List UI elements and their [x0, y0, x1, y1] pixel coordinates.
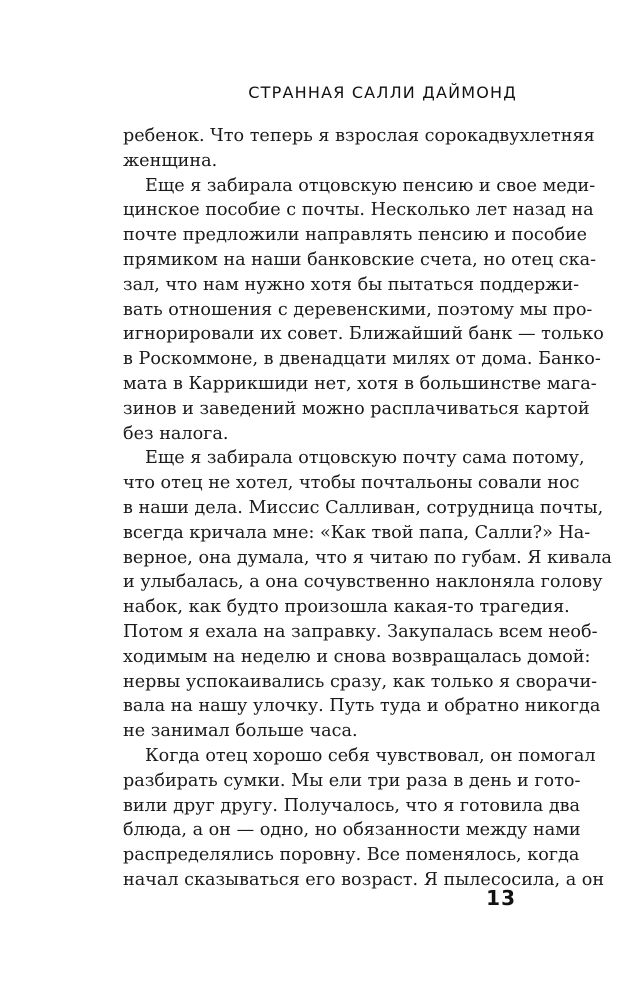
text-line: нервы успокаивались сразу, как только я сворачи-: [123, 671, 598, 692]
text-line: Когда отец хорошо себя чувствовал, он помогал: [145, 745, 596, 766]
text-line: в наши дела. Миссис Салливан, сотрудница почты,: [123, 497, 604, 518]
text-line: ходимым на неделю и снова возвращалась домой:: [123, 646, 591, 667]
text-line: разбирать сумки. Мы ели три раза в день и гото-: [123, 770, 581, 791]
text-line: Еще я забирала отцовскую почту сама потому,: [145, 448, 585, 469]
text-line: зинов и заведений можно расплачиваться картой: [123, 398, 590, 419]
text-line: вала на нашу улочку. Путь туда и обратно никогда: [123, 696, 601, 717]
text-line: зал, что нам нужно хотя бы пытаться поддержи-: [123, 274, 580, 295]
body-text: [123, 124, 612, 893]
running-head: СТРАННАЯ САЛЛИ ДАЙМОНД: [248, 83, 517, 102]
text-line: верное, она думала, что я читаю по губам. Я кивала: [123, 547, 612, 568]
text-line: не занимал больше часа.: [123, 721, 358, 742]
text-line: вать отношения с деревенскими, поэтому мы про-: [123, 299, 593, 320]
text-line: почте предложили направлять пенсию и пособие: [123, 225, 588, 246]
text-line: распределялись поровну. Все поменялось, когда: [123, 845, 580, 866]
text-line: игнорировали их совет. Ближайший банк — только: [123, 324, 604, 345]
text-line: начал сказываться его возраст. Я пылесосила, а он: [123, 869, 605, 890]
text-line: Потом я ехала на заправку. Закупалась всем необ-: [123, 621, 598, 642]
text-line: Еще я забирала отцовскую пенсию и свое меди-: [145, 175, 596, 196]
text-line: женщина.: [123, 150, 218, 171]
text-line: набок, как будто произошла какая-то трагедия.: [123, 597, 570, 618]
text-line: вили друг другу. Получалось, что я готовила два: [123, 795, 581, 816]
text-line: цинское пособие с почты. Несколько лет назад на: [123, 200, 594, 221]
text-line: прямиком на наши банковские счета, но отец ска-: [123, 249, 597, 270]
text-line: ребенок. Что теперь я взрослая сорокадвухлетняя: [123, 126, 595, 146]
page-number: 13: [486, 886, 516, 910]
text-line: в Роскоммоне, в двенадцати милях от дома. Банко-: [123, 349, 601, 370]
text-line: без налога.: [123, 423, 229, 444]
text-line: блюда, а он — одно, но обязанности между нами: [123, 820, 581, 841]
text-line: что отец не хотел, чтобы почтальоны совали нос: [123, 473, 580, 494]
text-line: мата в Каррикшиди нет, хотя в большинстве мага-: [123, 373, 597, 394]
text-line: и улыбалась, а она сочувственно наклоняла голову: [123, 572, 603, 593]
text-line: всегда кричала мне: «Как твой папа, Салли?» На-: [123, 522, 591, 543]
